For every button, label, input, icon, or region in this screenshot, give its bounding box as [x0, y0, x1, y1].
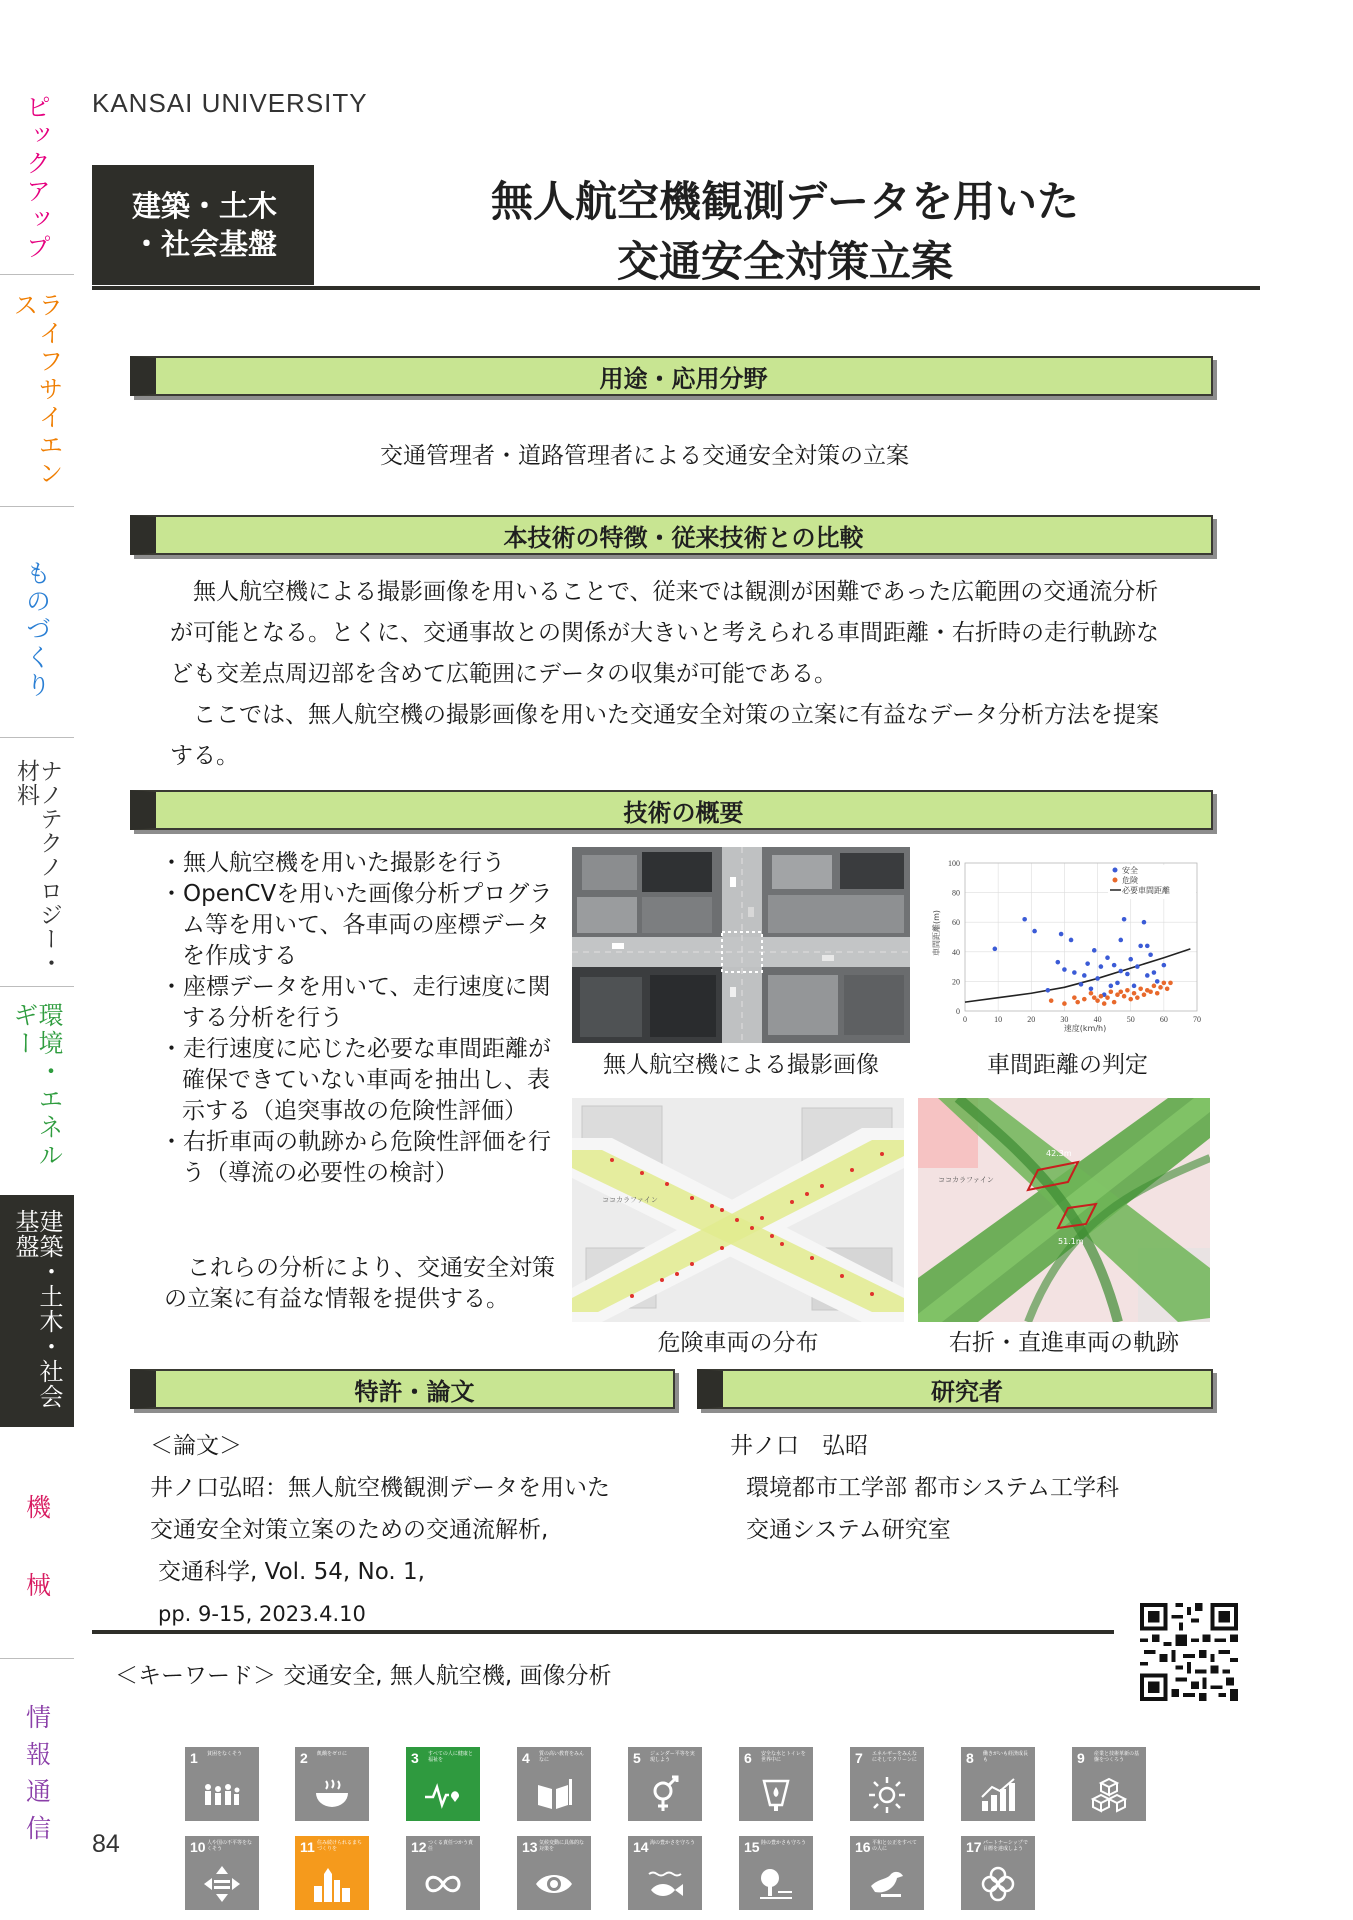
researcher-name: 井ノ口 弘昭 — [730, 1433, 868, 1459]
section-heading-researcher — [697, 1369, 1213, 1409]
sdg-number: 13 — [522, 1839, 538, 1855]
scatter-point — [1168, 981, 1173, 986]
sdg-tile-1 — [185, 1747, 259, 1821]
side-tab-info[interactable] — [0, 1690, 74, 1870]
side-tab-label: ライフサイエンス — [10, 292, 64, 488]
sdg-label: エネルギーをみんなにそしてクリーンに — [872, 1751, 918, 1763]
sdg-tile-3 — [406, 1747, 480, 1821]
scatter-point — [1125, 988, 1130, 993]
scatter-point — [1089, 987, 1094, 992]
keywords: ＜キーワード＞ 交通安全, 無人航空機, 画像分析 — [115, 1663, 612, 1689]
researcher-dept: 環境都市工学部 都市システム工学科 — [746, 1475, 1120, 1501]
bottom-rule — [92, 1630, 1114, 1634]
sdg-tile-15 — [739, 1836, 813, 1910]
scatter-point — [1145, 944, 1150, 949]
aerial-photo — [572, 847, 910, 1043]
scatter-point — [1135, 995, 1140, 1000]
bowl-icon — [312, 1775, 352, 1815]
sdg-number: 15 — [744, 1839, 760, 1855]
book-icon — [534, 1775, 574, 1815]
scatter-point — [1046, 988, 1051, 993]
legend-label: 危険 — [1122, 876, 1138, 885]
y-tick-label: 80 — [952, 888, 960, 898]
section-heading-features — [130, 515, 1213, 555]
sdg-tile-13 — [517, 1836, 591, 1910]
title-line: 無人航空機観測データを用いた — [490, 177, 1079, 226]
list-item: ・ 座標データを用いて、走行速度に関する分析を行う — [160, 972, 560, 1034]
scatter-point — [1158, 985, 1163, 990]
trajectory-map — [918, 1098, 1210, 1322]
scatter-point — [1112, 1000, 1117, 1005]
scatter-point — [1092, 995, 1097, 1000]
scatter-point — [1099, 964, 1104, 969]
sdg-tile-8 — [961, 1747, 1035, 1821]
side-tab-label: ピックアップ — [22, 94, 52, 262]
scatter-point — [1122, 917, 1127, 922]
side-tab-label: 機 械 — [22, 1494, 52, 1611]
scatter-point — [1142, 992, 1147, 997]
equality-icon — [202, 1864, 242, 1904]
paper-reference — [150, 1425, 610, 1635]
title-rule — [92, 286, 1260, 290]
scatter-point — [1115, 981, 1120, 986]
side-tab-environment[interactable] — [0, 988, 74, 1188]
chart-legend — [1108, 865, 1196, 899]
scatter-point — [1102, 1001, 1107, 1006]
scatter-point — [1128, 957, 1133, 962]
section-heading-text: 研究者 — [931, 1377, 1003, 1406]
scatter-point — [1032, 929, 1037, 934]
trajectory-value: 42.3m — [1046, 1149, 1072, 1158]
scatter-point — [1049, 998, 1054, 1003]
x-tick-label: 50 — [1126, 1015, 1135, 1024]
water-icon — [756, 1775, 796, 1815]
scatter-point — [1062, 1001, 1067, 1006]
side-divider — [0, 986, 74, 987]
list-item: ・ 右折車両の軌跡から危険性評価を行う（導流の必要性の検討） — [160, 1127, 560, 1189]
scatter-point — [1105, 995, 1110, 1000]
y-tick-label: 60 — [952, 918, 960, 928]
y-axis-label: 車間距離(m) — [932, 909, 941, 957]
page-title — [330, 172, 1240, 292]
side-tab-pickup[interactable] — [0, 80, 74, 270]
category-box — [92, 165, 314, 285]
scatter-point — [1109, 984, 1114, 989]
sdg-number: 7 — [855, 1750, 863, 1766]
scatter-point — [1155, 991, 1160, 996]
paper-line: 井ノ口弘昭：無人航空機観測データを用いた — [150, 1475, 610, 1501]
growth-icon — [978, 1775, 1018, 1815]
scatter-point — [1089, 991, 1094, 996]
eye-icon — [534, 1864, 574, 1904]
side-tab-label: 環境・エネルギー — [10, 1002, 64, 1170]
sdg-label: 住み続けられるまちづくりを — [317, 1840, 363, 1852]
sdg-label: 産業と技術革新の基盤をつくろう — [1094, 1751, 1140, 1763]
figure-caption: 無人航空機による撮影画像 — [603, 1052, 879, 1078]
sdg-number: 5 — [633, 1750, 641, 1766]
sun-icon — [867, 1775, 907, 1815]
university-name: KANSAI UNIVERSITY — [92, 88, 368, 118]
scatter-point — [1118, 938, 1123, 943]
scatter-point — [1072, 995, 1077, 1000]
sdg-label: 質の高い教育をみんなに — [539, 1751, 585, 1763]
sdg-number: 16 — [855, 1839, 871, 1855]
sdg-number: 9 — [1077, 1750, 1085, 1766]
side-divider — [0, 1658, 74, 1659]
scatter-point — [1059, 932, 1064, 937]
heartbeat-icon — [423, 1775, 463, 1815]
side-tab-mechanical[interactable] — [0, 1480, 74, 1670]
sdg-label: 安全な水とトイレを世界中に — [761, 1751, 806, 1763]
sdg-tile-9 — [1072, 1747, 1146, 1821]
sdg-tile-16 — [850, 1836, 924, 1910]
sdg-number: 6 — [744, 1750, 752, 1766]
x-tick-label: 60 — [1159, 1015, 1168, 1024]
tree-icon — [756, 1864, 796, 1904]
side-tab-label: 情報通信 — [22, 1704, 52, 1852]
scatter-point — [1165, 987, 1170, 992]
sdg-number: 4 — [522, 1750, 530, 1766]
cubes-icon — [1089, 1775, 1129, 1815]
x-tick-label: 10 — [994, 1015, 1003, 1024]
features-text — [170, 572, 1180, 777]
scatter-point — [1132, 991, 1137, 996]
sdg-tile-6 — [739, 1747, 813, 1821]
sdg-label: 働きがいも経済成長も — [983, 1751, 1029, 1763]
paper-line: 交通安全対策立案のための交通流解析, — [150, 1517, 549, 1543]
paper-line: 交通科学, Vol. 54, No. 1, — [158, 1559, 425, 1585]
scatter-point — [1162, 963, 1167, 968]
headway-chart — [925, 853, 1210, 1033]
list-item: ・ 走行速度に応じた必要な車間距離が確保できていない車両を抽出し、表示する（追突事故の危険性評価） — [160, 1034, 560, 1127]
scatter-point — [1105, 955, 1110, 960]
page-number: 84 — [92, 1830, 120, 1858]
scatter-point — [1118, 989, 1123, 994]
gender-icon — [645, 1775, 685, 1815]
scatter-point — [1162, 981, 1167, 986]
side-tab-architecture[interactable] — [0, 1195, 74, 1427]
scatter-point — [1138, 987, 1143, 992]
side-divider — [0, 274, 74, 275]
section-heading-text: 用途・応用分野 — [599, 364, 768, 393]
category-line: ・社会基盤 — [132, 227, 278, 261]
sdg-tile-4 — [517, 1747, 591, 1821]
x-tick-label: 0 — [963, 1015, 967, 1024]
scatter-plot — [925, 853, 1210, 1033]
figure-caption: 右折・直進車両の軌跡 — [949, 1330, 1179, 1356]
section-heading-text: 本技術の特徴・従来技術との比較 — [503, 523, 864, 552]
scatter-point — [1112, 963, 1117, 968]
figure-caption: 危険車両の分布 — [657, 1330, 819, 1356]
usage-text: 交通管理者・道路管理者による交通安全対策の立案 — [380, 443, 909, 469]
scatter-point — [1118, 969, 1123, 974]
x-tick-label: 30 — [1060, 1015, 1069, 1024]
features-paragraph: 無人航空機による撮影画像を用いることで、従来では観測が困難であった広範囲の交通流分析が可能となる。とくに、交通事故との関係が大きいと考えられる車間距離・右折時の走行軌跡なども交差点周辺部を含めて広範囲にデータの収集が可能である。 — [170, 579, 1159, 687]
scatter-point — [1022, 917, 1027, 922]
side-tab-label: ナノテクノロジー・材料 — [13, 759, 62, 975]
y-tick-label: 40 — [952, 947, 960, 957]
scatter-point — [1142, 920, 1147, 925]
overview-summary: これらの分析により、交通安全対策の立案に有益な情報を提供する。 — [164, 1255, 555, 1312]
scatter-point — [1145, 973, 1150, 978]
side-tab-label: ものづくり — [22, 560, 52, 700]
sdg-number: 3 — [411, 1750, 419, 1766]
sdg-number: 8 — [966, 1750, 974, 1766]
sdg-label: 貧困をなくそう — [207, 1751, 243, 1757]
scatter-point — [1155, 979, 1160, 984]
sdg-label: すべての人に健康と福祉を — [428, 1751, 473, 1763]
sdg-tile-2 — [295, 1747, 369, 1821]
sdg-number: 10 — [190, 1839, 206, 1855]
sdg-tile-5 — [628, 1747, 702, 1821]
people-icon — [202, 1775, 242, 1815]
sdg-tile-7 — [850, 1747, 924, 1821]
sdg-number: 1 — [190, 1750, 198, 1766]
sdg-label: パートナーシップで目標を達成しよう — [983, 1840, 1028, 1852]
legend-marker — [1113, 878, 1118, 883]
sdg-label: 平和と公正をすべての人に — [872, 1840, 917, 1852]
scatter-point — [1082, 997, 1087, 1002]
scatter-point — [1109, 989, 1114, 994]
scatter-point — [1148, 989, 1153, 994]
sdg-tile-11 — [295, 1836, 369, 1910]
sdg-label: ジェンダー平等を実現しよう — [650, 1751, 695, 1763]
scatter-point — [1075, 1000, 1080, 1005]
infinity-icon — [423, 1864, 463, 1904]
danger-map — [572, 1098, 904, 1322]
scatter-point — [1099, 994, 1104, 999]
side-divider — [0, 506, 74, 507]
legend-label: 安全 — [1122, 866, 1138, 875]
side-tab-label: 建築・土木・社会基盤 — [11, 1209, 63, 1409]
x-axis-label: 速度(km/h) — [1063, 1024, 1107, 1033]
sdg-label: 飢餓をゼロに — [317, 1751, 348, 1757]
side-tab-nanotech[interactable] — [0, 745, 74, 985]
sdg-tile-12 — [406, 1836, 480, 1910]
sdg-label: つくる責任つかう責任 — [428, 1840, 474, 1852]
sdg-number: 11 — [300, 1839, 315, 1855]
y-tick-label: 100 — [948, 859, 960, 868]
map-label: ココカラファイン — [602, 1196, 658, 1204]
scatter-point — [1152, 970, 1157, 975]
y-tick-label: 0 — [956, 1007, 960, 1016]
trajectory-value: 51.1m — [1058, 1237, 1084, 1246]
section-heading-text: 技術の概要 — [623, 798, 744, 827]
scatter-point — [1072, 970, 1077, 975]
sdg-number: 14 — [633, 1839, 649, 1855]
figure-caption: 車間距離の判定 — [987, 1052, 1148, 1078]
scatter-point — [1135, 964, 1140, 969]
dove-icon — [867, 1864, 907, 1904]
side-tab-monozukuri[interactable] — [0, 546, 74, 736]
qr-code[interactable] — [1140, 1603, 1238, 1701]
scatter-point — [1092, 948, 1097, 953]
sdg-label: 人や国の不平等をなくそう — [207, 1840, 253, 1852]
x-tick-label: 40 — [1093, 1015, 1102, 1024]
sdg-tile-17 — [961, 1836, 1035, 1910]
flower-icon — [978, 1864, 1018, 1904]
scatter-point — [1056, 960, 1061, 965]
side-divider — [0, 737, 74, 738]
x-tick-label: 20 — [1027, 1015, 1036, 1024]
scatter-point — [1069, 938, 1074, 943]
scatter-point — [1128, 997, 1133, 1002]
scatter-point — [1138, 944, 1143, 949]
scatter-point — [1062, 967, 1067, 972]
section-heading-text: 特許・論文 — [354, 1377, 475, 1406]
scatter-point — [1132, 984, 1137, 989]
x-tick-label: 70 — [1193, 1015, 1201, 1024]
scatter-point — [1122, 994, 1127, 999]
paper-label: ＜論文＞ — [150, 1433, 242, 1459]
paper-line: pp. 9-15, 2023.4.10 — [158, 1602, 366, 1626]
scatter-point — [993, 947, 998, 952]
scatter-point — [1082, 973, 1087, 978]
overview-list — [160, 848, 560, 1189]
sdg-tile-10 — [185, 1836, 259, 1910]
y-tick-label: 20 — [952, 977, 960, 987]
list-item: ・ OpenCVを用いた画像分析プログラム等を用いて、各車両の座標データを作成する — [160, 879, 560, 972]
city-icon — [312, 1864, 352, 1904]
sdg-number: 17 — [966, 1839, 982, 1855]
scatter-point — [1095, 976, 1100, 981]
legend-marker — [1113, 868, 1118, 873]
map-label: ココカラファイン — [938, 1176, 994, 1184]
sdg-label: 気候変動に具体的な対策を — [539, 1840, 585, 1852]
category-line: 建築・土木 — [132, 189, 278, 223]
scatter-point — [1079, 982, 1084, 987]
legend-label: 必要車間距離 — [1122, 886, 1170, 895]
list-item: ・ 無人航空機を用いた撮影を行う — [160, 848, 560, 879]
researcher-info — [730, 1425, 1119, 1551]
sdg-number: 2 — [300, 1750, 308, 1766]
sdg-tile-14 — [628, 1836, 702, 1910]
sdg-number: 12 — [411, 1839, 427, 1855]
sdg-label: 陸の豊かさも守ろう — [761, 1840, 807, 1846]
section-heading-usage — [130, 356, 1213, 396]
fish-icon — [645, 1864, 685, 1904]
section-heading-overview — [130, 790, 1213, 830]
features-paragraph: ここでは、無人航空機の撮影画像を用いた交通安全対策の立案に有益なデータ分析方法を提案する。 — [170, 702, 1159, 769]
side-tab-life-science[interactable] — [0, 278, 74, 503]
section-heading-patents — [130, 1369, 675, 1409]
scatter-point — [1085, 961, 1090, 966]
scatter-point — [1148, 952, 1153, 957]
sdg-label: 海の豊かさを守ろう — [650, 1840, 696, 1846]
title-line: 交通安全対策立案 — [616, 237, 953, 286]
scatter-point — [1125, 972, 1130, 977]
researcher-lab: 交通システム研究室 — [746, 1517, 951, 1543]
scatter-point — [1152, 984, 1157, 989]
